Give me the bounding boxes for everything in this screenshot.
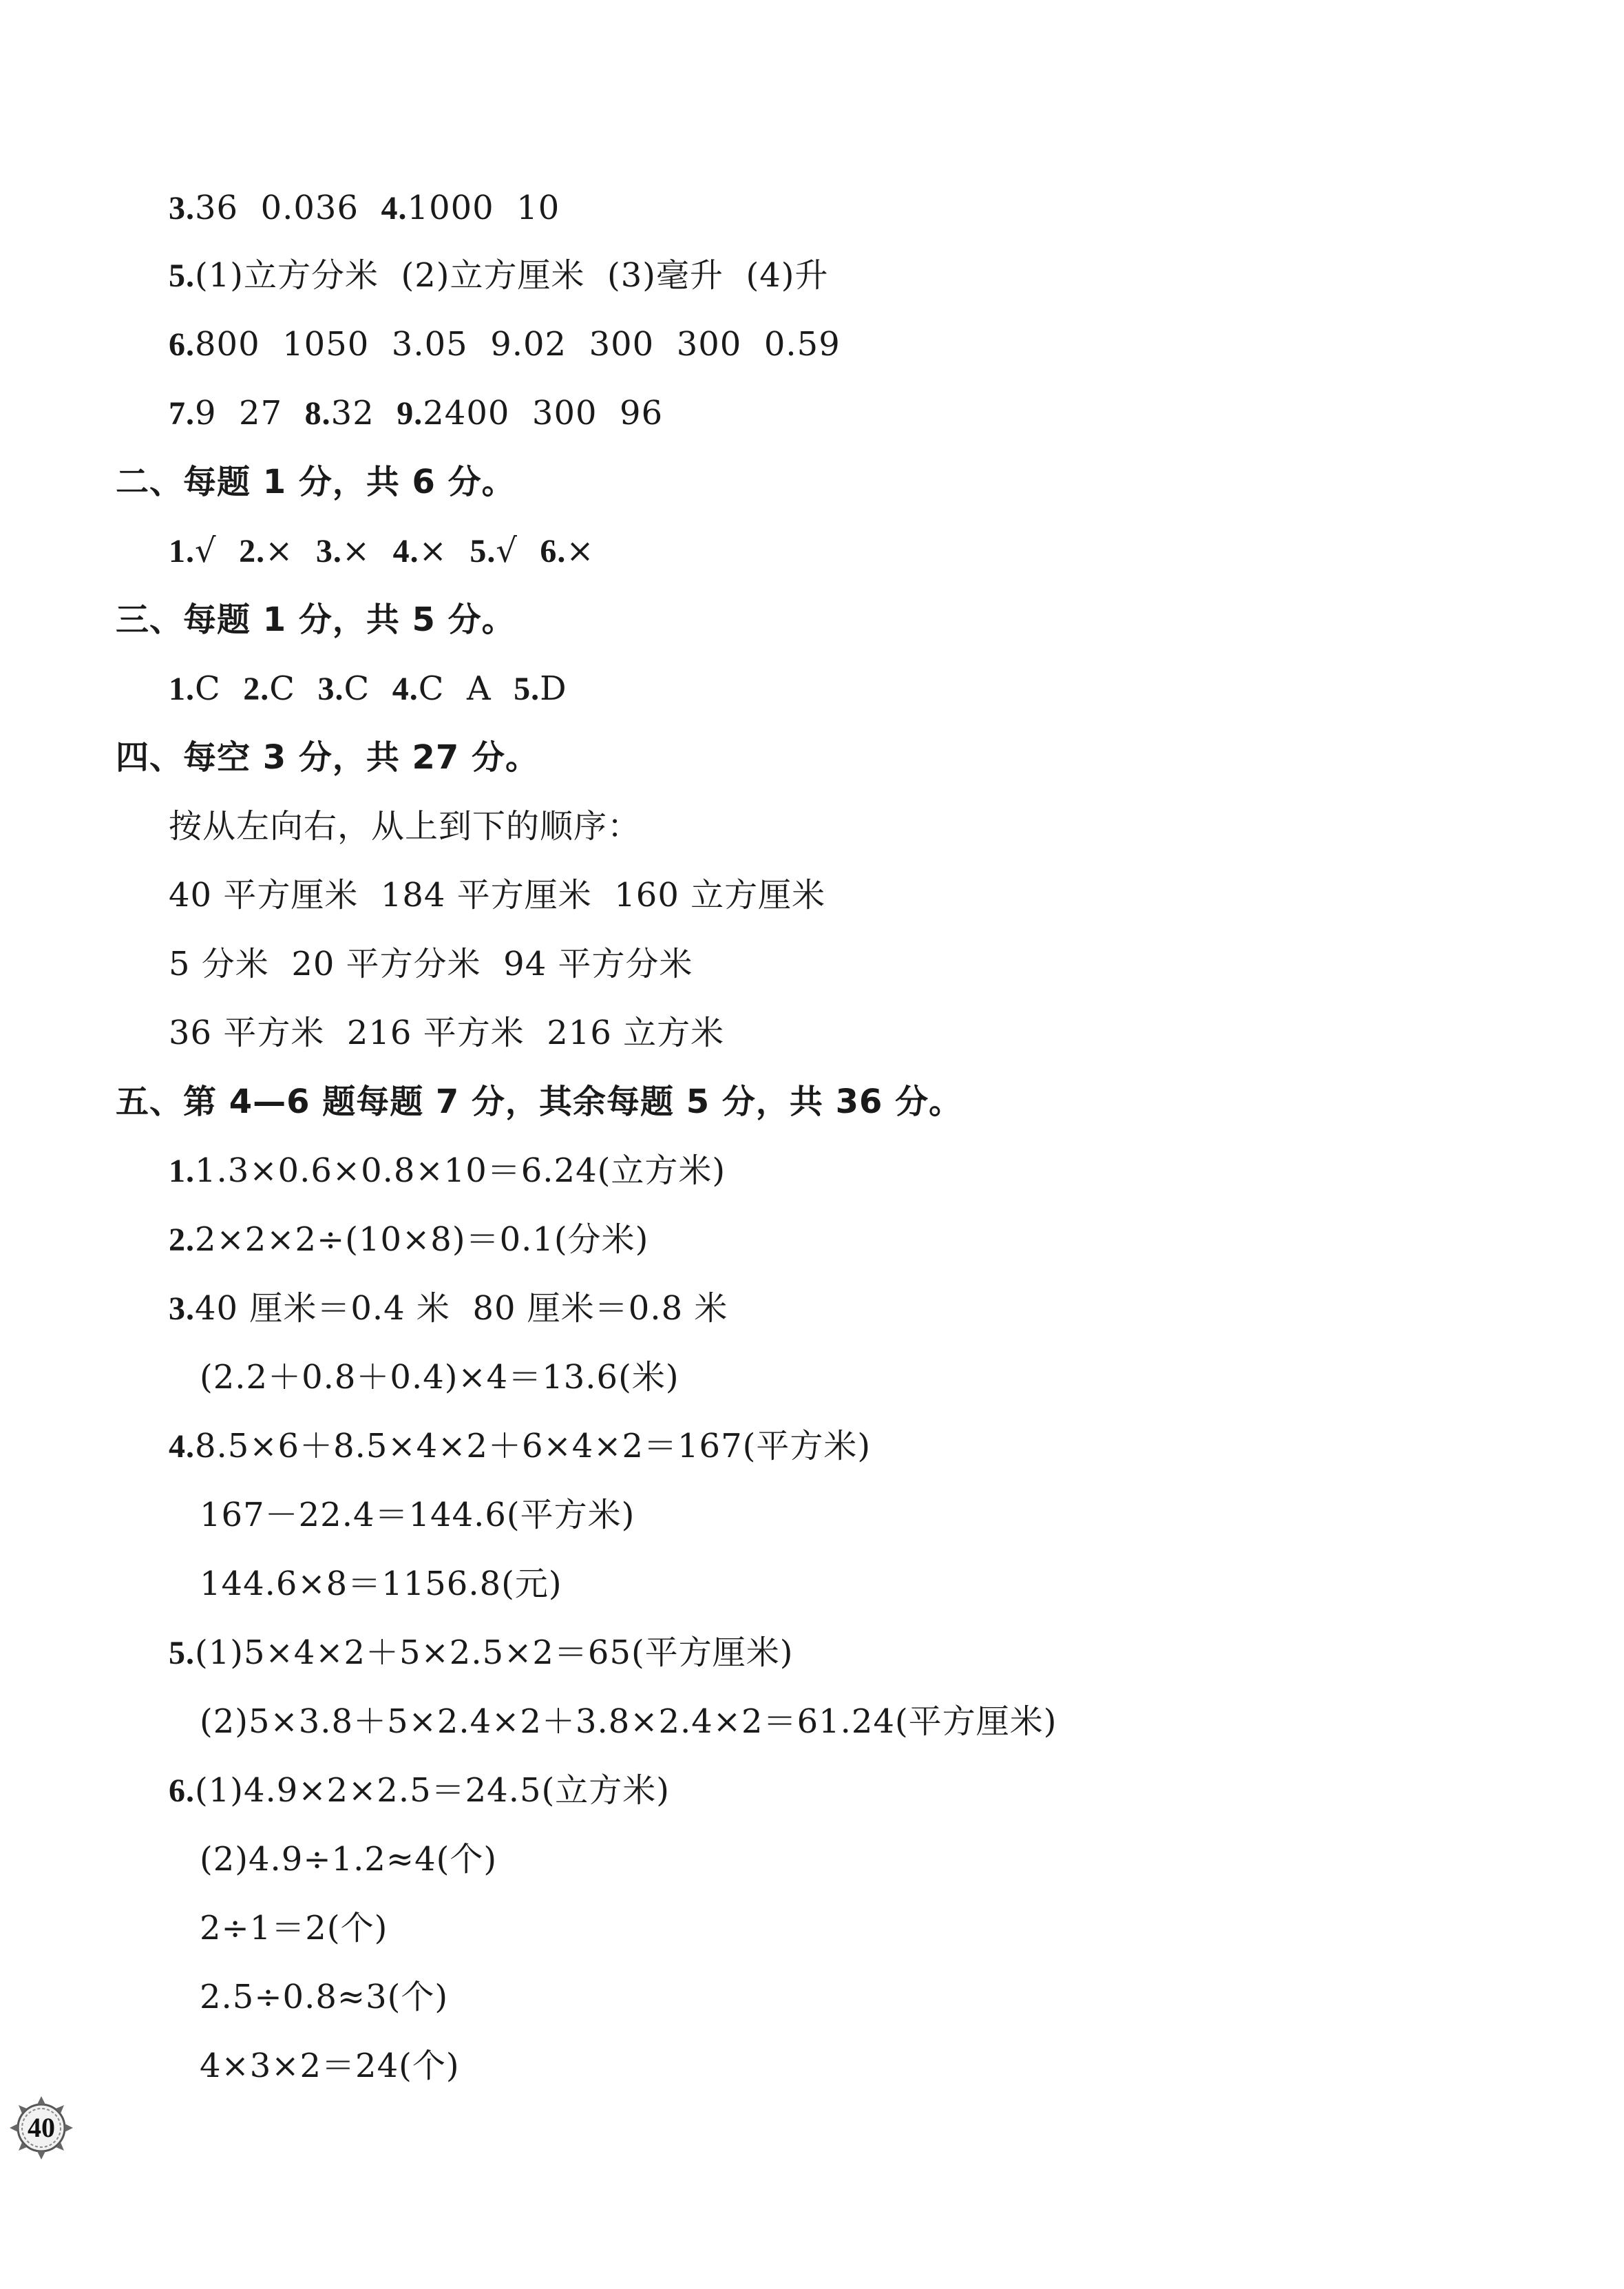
answer-text: 144.6×8＝1156.8(元) (200, 1565, 562, 1603)
section-heading-2 (116, 461, 516, 503)
answer-text: 2400 300 96 (423, 394, 664, 432)
answer-text: × (419, 532, 470, 570)
answer-line-1-5 (169, 255, 829, 297)
question-number: 5. (470, 533, 496, 569)
question-number: 4. (381, 190, 408, 227)
section-heading-3 (116, 599, 516, 640)
answer-line-1-7-8-9 (169, 393, 663, 435)
answer-line-1-3-4 (169, 187, 560, 229)
question-number: 9. (397, 395, 423, 432)
question-number: 3. (169, 190, 195, 227)
section-heading-4 (116, 737, 539, 778)
section-heading-text: 三、每题 1 分，共 5 分。 (116, 600, 516, 639)
answer-text: 1000 10 (407, 189, 560, 227)
answer-text: 800 1050 3.05 9.02 300 300 0.59 (195, 325, 841, 364)
answer-text: 1.3×0.6×0.8×10＝6.24(立方米) (195, 1151, 726, 1190)
question-number: 1. (169, 533, 195, 569)
answer-text: 167－22.4＝144.6(平方米) (200, 1496, 635, 1534)
answer-text: C A (418, 669, 514, 708)
section-heading-text: 二、每题 1 分，共 6 分。 (116, 463, 516, 501)
answer-line-2 (169, 530, 595, 572)
question-number: 2. (243, 671, 270, 707)
answer-line-5-6c (200, 1908, 388, 1949)
question-number: 1. (169, 1153, 195, 1189)
answer-text: D (540, 669, 567, 708)
question-number: 6. (540, 533, 567, 569)
answer-line-5-6d (200, 1976, 448, 2018)
question-number: 4. (392, 533, 419, 569)
answer-text: (2.2＋0.8＋0.4)×4＝13.6(米) (200, 1358, 679, 1397)
answer-line-5-4b (200, 1494, 635, 1536)
answer-line-5-3a (169, 1288, 728, 1330)
question-number: 3. (317, 671, 344, 707)
answer-text: (1)5×4×2＋5×2.5×2＝65(平方厘米) (195, 1633, 794, 1672)
question-number: 5. (169, 258, 195, 294)
page-number-badge (7, 2093, 76, 2162)
answer-text: (2)4.9÷1.2≈4(个) (200, 1840, 498, 1879)
answer-line-4-row-2 (169, 943, 693, 985)
answer-line-5-5a (169, 1632, 793, 1674)
section-heading-text: 四、每空 3 分，共 27 分。 (116, 738, 540, 777)
answer-line-5-5b (200, 1701, 1057, 1742)
answer-line-5-1 (169, 1150, 726, 1192)
question-number: 5. (514, 671, 540, 707)
question-number: 4. (392, 671, 419, 707)
answer-text: × (566, 532, 595, 570)
answer-text: (1)立方分米 (2)立方厘米 (3)毫升 (4)升 (195, 256, 829, 295)
answer-text: 36 平方米 216 平方米 216 立方米 (169, 1014, 725, 1052)
answer-text: C (344, 669, 392, 708)
answer-text: √ (496, 532, 540, 570)
answer-text: (2)5×3.8＋5×2.4×2＋3.8×2.4×2＝61.24(平方厘米) (200, 1702, 1057, 1741)
answer-text: 2.5÷0.8≈3(个) (200, 1978, 449, 2016)
answer-line-4-row-1 (169, 875, 825, 916)
answer-text: 9 27 (195, 394, 305, 432)
answer-line-4-row-3 (169, 1012, 724, 1054)
answer-text: 2×2×2÷(10×8)＝0.1(分米) (195, 1220, 649, 1259)
question-number: 2. (169, 1222, 195, 1258)
question-number: 7. (169, 395, 195, 432)
question-number: 5. (169, 1635, 195, 1671)
answer-text: C (195, 669, 244, 708)
section-heading-5 (116, 1081, 962, 1122)
answer-text: 5 分米 20 平方分米 94 平方分米 (169, 945, 693, 983)
answer-line-1-6 (169, 324, 841, 366)
answer-text: C (269, 669, 318, 708)
question-number: 6. (169, 326, 195, 363)
answer-text: 按从左向右，从上到下的顺序： (169, 807, 642, 846)
answer-text: √ (195, 532, 240, 570)
question-number: 1. (169, 671, 195, 707)
answer-text: × (341, 532, 393, 570)
section-heading-text: 五、第 4—6 题每题 7 分，其余每题 5 分，共 36 分。 (116, 1083, 963, 1121)
answer-line-5-2 (169, 1219, 648, 1261)
question-number: 6. (169, 1773, 195, 1809)
answer-text: 2÷1＝2(个) (200, 1909, 388, 1947)
question-number: 4. (169, 1428, 195, 1465)
question-number: 3. (315, 533, 342, 569)
answer-line-5-4c (200, 1563, 562, 1605)
answer-text: 36 0.036 (195, 189, 381, 227)
question-number: 2. (239, 533, 266, 569)
answer-text: × (265, 532, 316, 570)
question-number: 3. (169, 1290, 195, 1327)
answer-line-4-intro (169, 806, 641, 847)
answer-line-5-6e (200, 2045, 460, 2087)
answer-line-3 (169, 668, 567, 710)
answer-text: 4×3×2＝24(个) (200, 2047, 460, 2085)
answer-text: 32 (330, 394, 397, 432)
page-number: 40 (28, 2112, 55, 2143)
question-number: 8. (304, 395, 331, 432)
answer-line-5-6b (200, 1839, 497, 1880)
answer-line-5-4a (169, 1425, 871, 1467)
answer-line-5-3b (200, 1357, 679, 1398)
answer-text: (1)4.9×2×2.5＝24.5(立方米) (195, 1771, 670, 1810)
answer-text: 8.5×6＋8.5×4×2＋6×4×2＝167(平方米) (195, 1427, 872, 1465)
answer-text: 40 平方厘米 184 平方厘米 160 立方厘米 (169, 876, 826, 914)
answer-line-5-6a (169, 1770, 670, 1812)
answer-text: 40 厘米＝0.4 米 80 厘米＝0.8 米 (195, 1289, 728, 1328)
